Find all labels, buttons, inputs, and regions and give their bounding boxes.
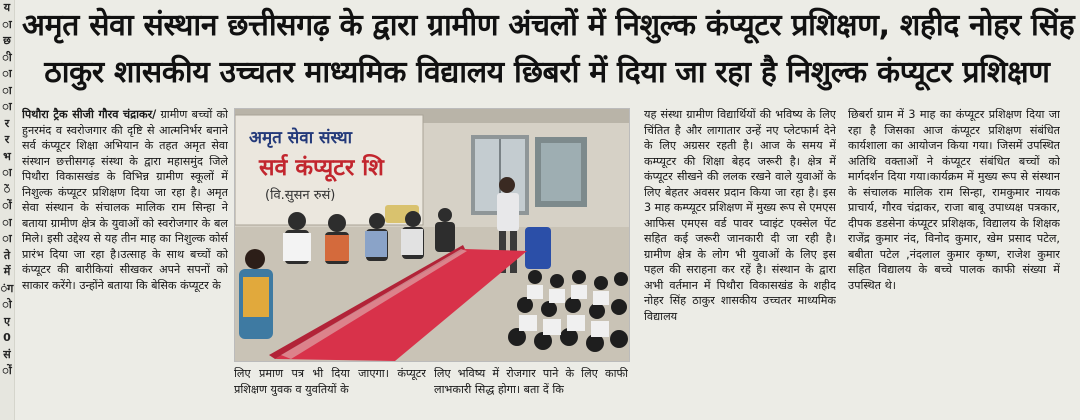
article-column-1 <box>22 107 228 415</box>
gutter-fragment: ा <box>2 67 12 80</box>
gutter-fragment: ा <box>2 166 12 179</box>
gutter-fragment: ो <box>2 298 12 311</box>
gutter-fragment: ों <box>2 199 12 212</box>
adjacent-column-fragment <box>0 0 15 420</box>
byline: पिथौरा ट्रैक सीजी गौरव चंद्राकर/ <box>22 108 157 121</box>
headline-line-1: अमृत सेवा संस्थान छत्तीसगढ़ के द्वारा ग्रामीण अंचलों में निशुल्क कंप्यूटर प्रशिक्षण, शहीद नोहर सिंह <box>22 8 1075 43</box>
headline <box>22 2 1075 96</box>
article-column-4: छिबर्रा ग्राम में 3 माह का कंप्यूटर प्रशिक्षण दिया जा रहा है जिसका आज कंप्यूटर प्रशिक्षण संबंधित कार्यशाला का आयोजन किया गया। जिसमें उपस्थित अतिथि वक्ताओं ने कंप्यूटर संबंधित बच्चों को मार्गदर्शन दिया गया।कार्यक्रम में मुख्य रूप से संस्थान के संचालक मालिक राम सिन्हा, रामकुमार नायक प्राचार्य, गौरव चंद्राकर, राजा बाबू उपाध्यक्ष पत्रकार, दीपक डडसेना कंप्यूटर प्रशिक्षक, विद्यालय के शिक्षक राजेंद्र कुमार नंद, विनोद कुमार, खेम प्रसाद पटेल, बबीता पटेल ,नंदलाल कुमार कृष्ण, राजेश कुमार सहित विद्यालय के बच्चे पालक काफी संख्या में उपस्थित थे। <box>848 108 1060 292</box>
banner-text-2: सर्व कंप्यूटर शि <box>259 155 384 181</box>
banner-text-3: (वि.सुसन रुसं) <box>265 188 336 203</box>
gutter-fragment: ा <box>2 17 12 31</box>
gutter-fragment: ए <box>3 314 11 328</box>
column-1-text: ग्रामीण बच्चों को हुनरमंद व स्वरोजगार की दृष्टि से आत्मनिर्भर बनाने सर्व कंप्यूटर शिक्षा अभियान के तहत अमृत सेवा संस्थान छत्तीसगढ़ संस्था के द्वारा महासमुंद जिले पिथौरा विकासखंड के विभिन्न ग्रामीण स्कूलों में निशुल्क कंप्यूटर प्रशिक्षण दिया जा रहा है। अमृत सेवा संस्थान के संचालक मालिक राम सिन्हा ने बताया ग्रामीण क्षेत्र के युवाओं को स्वरोजगार के बल मिले। इसी उद्देश्य से यह तीन माह का निशुल्क कोर्स प्रारंभ दिया जा रहा है।उत्साह के साथ बच्चों को कंप्यूटर की बारीकियां सीखकर अपने सपनों को साकार करेंगे। उन्होंने बताया कि बेसिक कंप्यूटर के <box>22 108 228 292</box>
gutter-fragment: र <box>4 133 10 146</box>
gutter-fragment: ी <box>2 50 12 64</box>
headline-line-2: ठाकुर शासकीय उच्चतर माध्यमिक विद्यालय छिबर्रा में दिया जा रहा है निशुल्क कंप्यूटर प्रशिक्षण <box>44 55 1050 90</box>
gutter-fragment: ंग <box>0 281 14 295</box>
banner-text-1: अमृत सेवा संस्था <box>249 128 353 148</box>
gutter-fragment: र्मे <box>3 265 11 278</box>
gutter-fragment: ें <box>3 182 11 196</box>
gutter-fragment: सं <box>3 347 11 361</box>
article-column-3: यह संस्था ग्रामीण विद्यार्थियों की भविष्य के लिए चिंतित है और लागातार उन्हें नए प्लेटफार्म देने के लिए अग्रसर रहती है। आज के समय में कम्प्यूटर की शिक्षा बेहद जरूरी है। क्षेत्र में कंप्यूटर सीखने की ललक रखने वाले युवाओं के लिए बेहतर अवसर प्रदान किया जा रहा है। इस 3 माह कम्प्यूटर प्रशिक्षण में मुख्य रूप से एमएस आफिस एमएस वर्ड पावर प्वाइंट एक्सेल पेंट सहित कई जरूरी जानकारी दी जा रही है। ग्रामीण क्षेत्र के लोग भी युवाओं के लिए इस पहल की सराहना कर रहें है। संस्थान के द्वारा अभी वर्तमान में पिथौरा विकासखंड के शहीद नोहर सिंह ठाकुर शासकीय उच्चतर माध्यमिक विद्यालय <box>644 108 836 323</box>
gutter-fragment: ते <box>3 248 11 262</box>
gutter-fragment: ा <box>2 100 12 113</box>
gutter-fragment: भ <box>3 149 11 163</box>
gutter-fragment: ा <box>2 232 12 245</box>
gutter-fragment: य <box>3 1 11 14</box>
caption-column-3: लिए भविष्य में रोजगार पाने के लिए काफी लाभकारी सिद्ध होगा। बता दें कि <box>434 367 628 396</box>
gutter-fragment: छ <box>3 34 11 47</box>
gutter-fragment: 0 <box>3 331 11 344</box>
gutter-fragment: ा <box>2 215 12 229</box>
gutter-fragment: ा <box>2 83 12 97</box>
event-photo <box>234 108 630 362</box>
gutter-fragment: र <box>4 116 10 130</box>
gutter-fragment: ों <box>2 364 12 377</box>
caption-column-2: लिए प्रमाण पत्र भी दिया जाएगा। कंप्यूटर प्रशिक्षण युवक व युवतियों के <box>234 367 426 396</box>
